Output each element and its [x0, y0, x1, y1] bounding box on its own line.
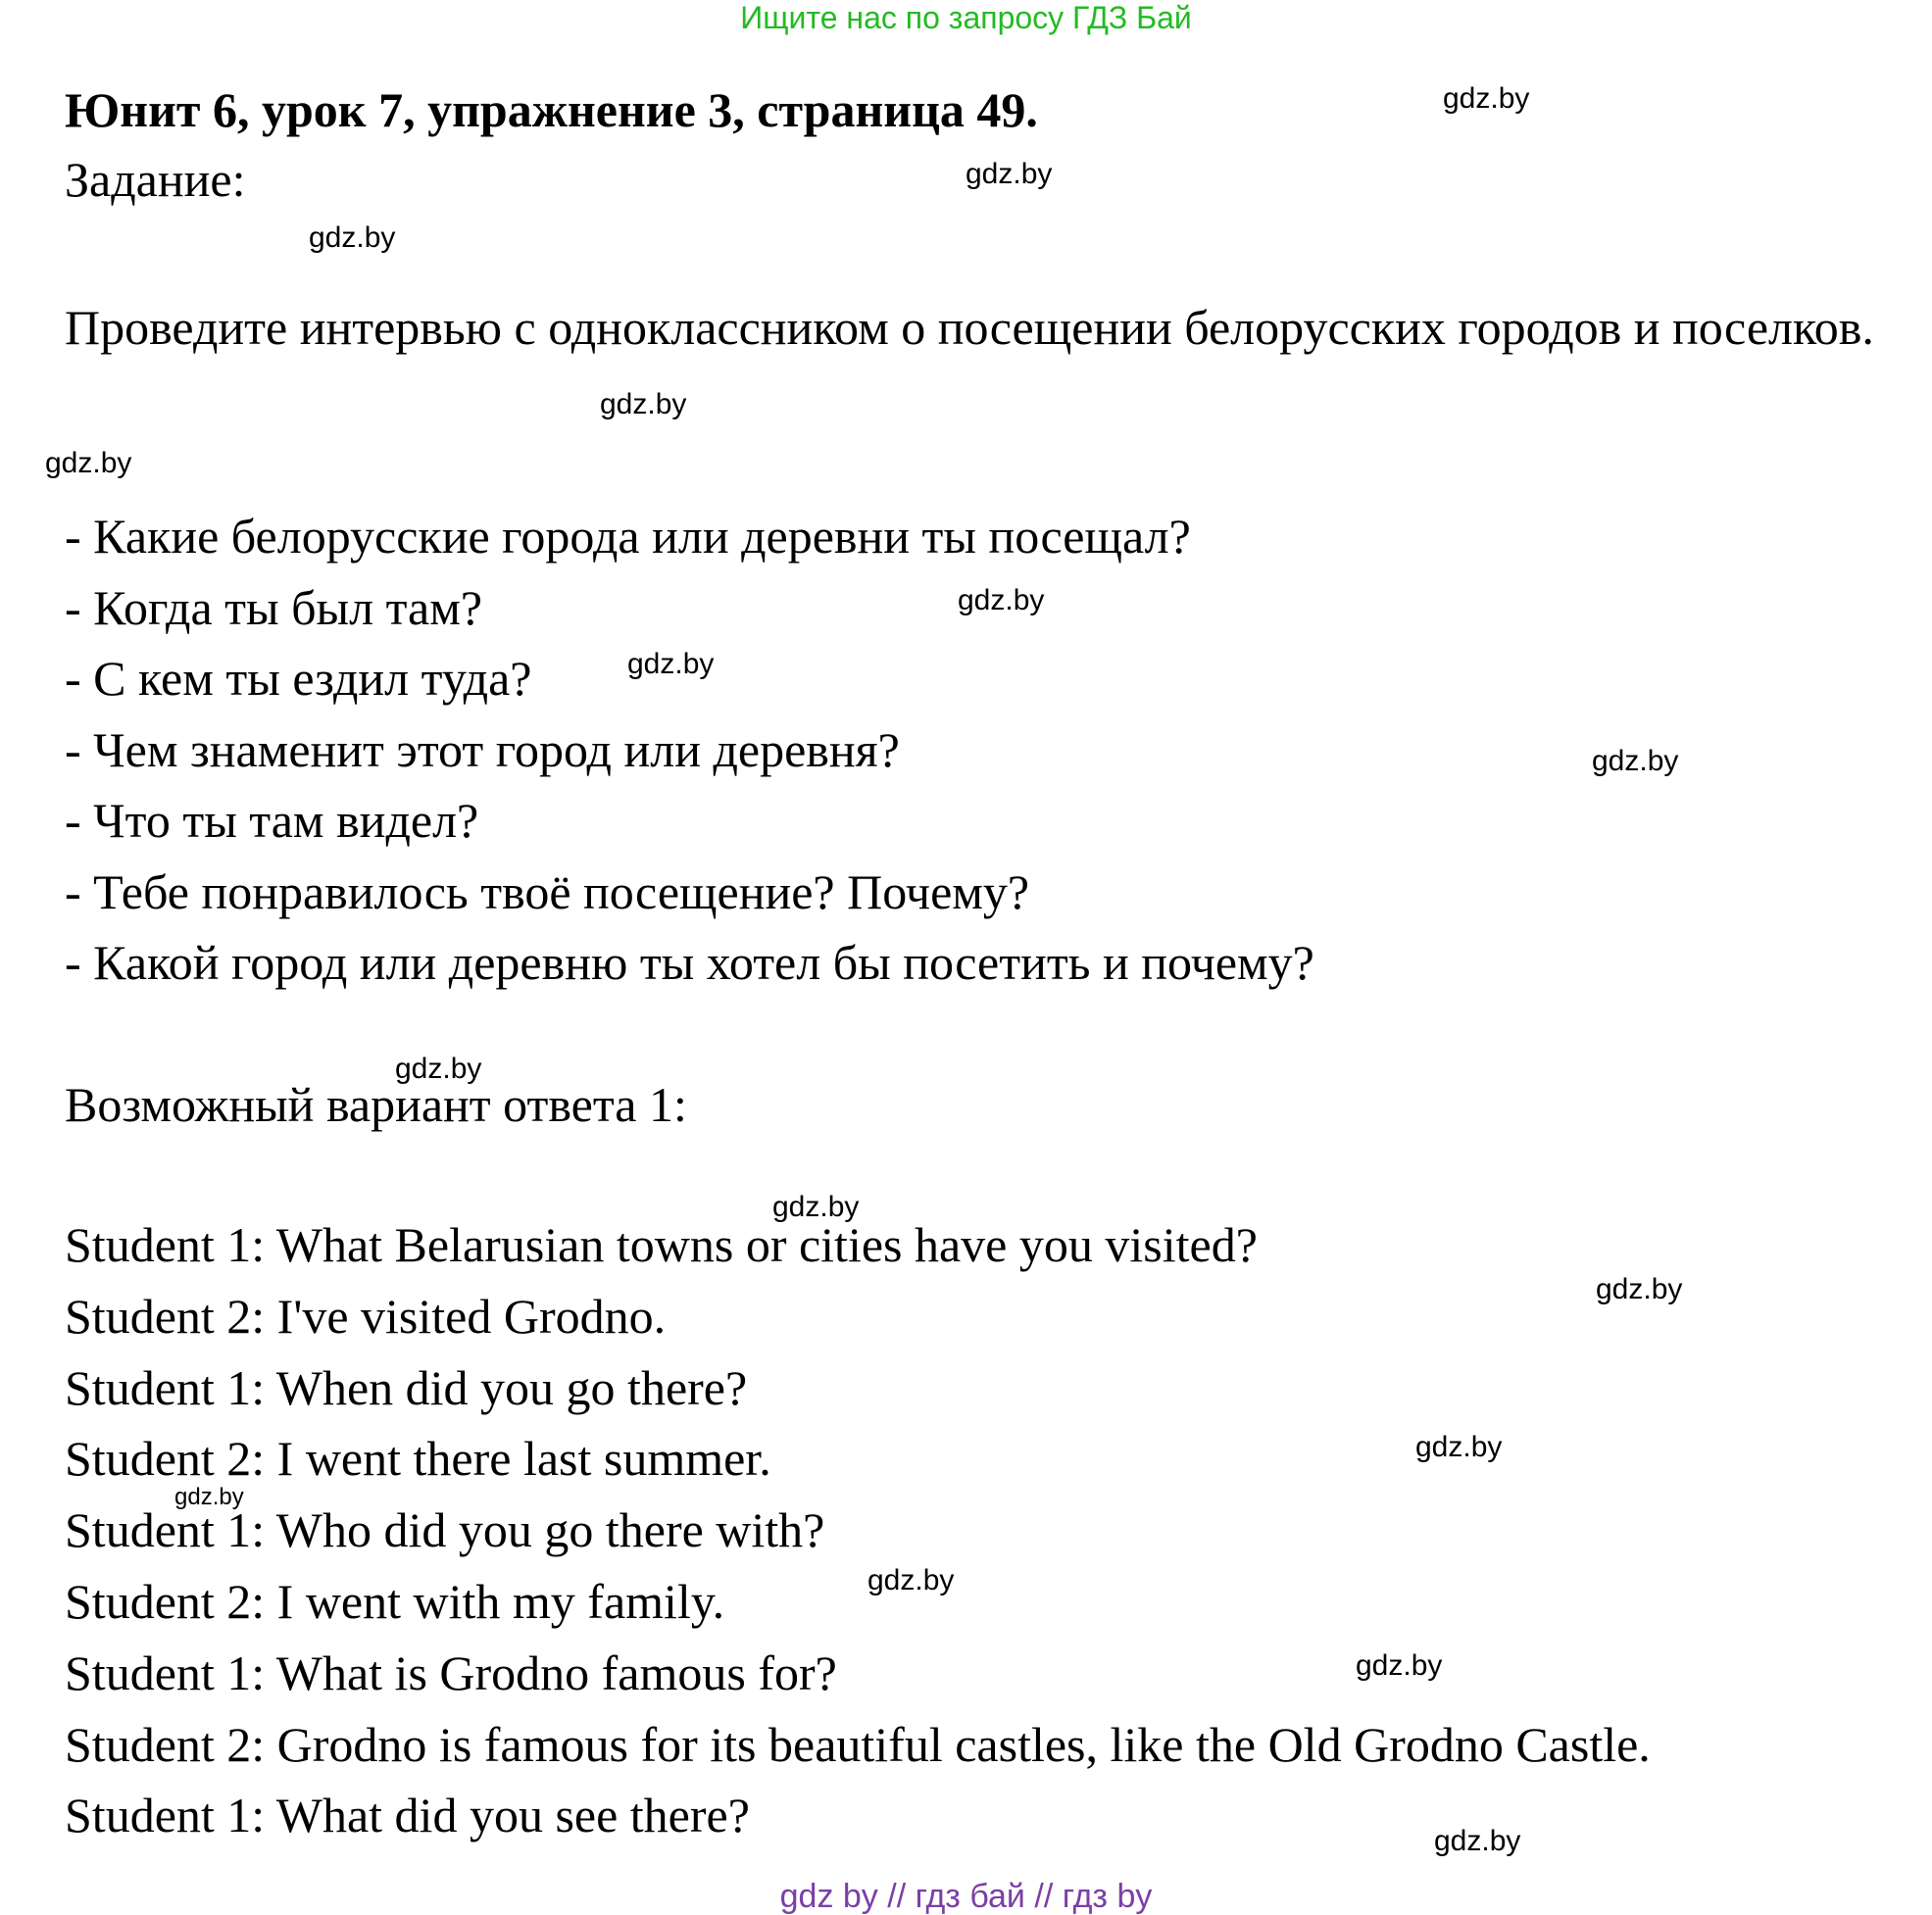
- dialogue-list: [65, 1209, 1651, 1851]
- watermark: gdz.by: [1356, 1649, 1443, 1682]
- task-label: Задание:: [65, 152, 246, 207]
- watermark: gdz.by: [966, 158, 1053, 190]
- watermark: gdz.by: [1592, 745, 1679, 777]
- question-item: - Какой город или деревню ты хотел бы посетить и почему?: [65, 935, 1314, 990]
- watermark: gdz.by: [1596, 1273, 1683, 1305]
- page-title: Юнит 6, урок 7, упражнение 3, страница 49.: [65, 82, 1038, 137]
- answer-label: Возможный вариант ответа 1:: [65, 1077, 687, 1132]
- dialogue-line: Student 1: What is Grodno famous for?: [65, 1645, 837, 1700]
- watermark: gdz.by: [772, 1191, 860, 1223]
- dialogue-line: Student 1: What did you see there?: [65, 1788, 750, 1843]
- watermark: gdz.by: [867, 1564, 955, 1596]
- footer-links: gdz by // гдз бай // гдз by: [779, 1878, 1153, 1915]
- watermark: gdz.by: [1434, 1825, 1521, 1857]
- question-item: - Тебе понравилось твоё посещение? Почему?: [65, 863, 1030, 919]
- task-instruction: Проведите интервью с одноклассником о посещении белорусских городов и поселков.: [65, 300, 1874, 355]
- question-item: - С кем ты ездил туда?: [65, 651, 532, 706]
- question-list: [65, 501, 1314, 999]
- dialogue-line: Student 1: When did you go there?: [65, 1359, 748, 1415]
- watermark: gdz.by: [45, 447, 132, 479]
- question-item: - Что ты там видел?: [65, 793, 479, 848]
- search-banner: Ищите нас по запросу ГДЗ Бай: [740, 0, 1192, 35]
- dialogue-line: Student 1: What Belarusian towns or cities have you visited?: [65, 1217, 1258, 1272]
- dialogue-line: Student 2: I've visited Grodno.: [65, 1288, 667, 1344]
- dialogue-line: Student 2: I went there last summer.: [65, 1431, 771, 1487]
- dialogue-line: Student 2: I went with my family.: [65, 1573, 725, 1629]
- watermark: gdz.by: [174, 1484, 244, 1510]
- watermark: gdz.by: [395, 1053, 482, 1085]
- question-item: - Когда ты был там?: [65, 579, 483, 635]
- dialogue-line: Student 1: Who did you go there with?: [65, 1502, 825, 1558]
- watermark: gdz.by: [627, 648, 715, 680]
- watermark: gdz.by: [1415, 1431, 1503, 1463]
- dialogue-line: Student 2: Grodno is famous for its beautiful castles, like the Old Grodno Castle.: [65, 1716, 1651, 1772]
- watermark: gdz.by: [600, 388, 687, 420]
- question-item: - Какие белорусские города или деревни ты посещал?: [65, 509, 1191, 564]
- watermark: gdz.by: [1443, 82, 1530, 115]
- watermark: gdz.by: [958, 584, 1045, 616]
- watermark: gdz.by: [309, 221, 396, 254]
- question-item: - Чем знаменит этот город или деревня?: [65, 721, 900, 777]
